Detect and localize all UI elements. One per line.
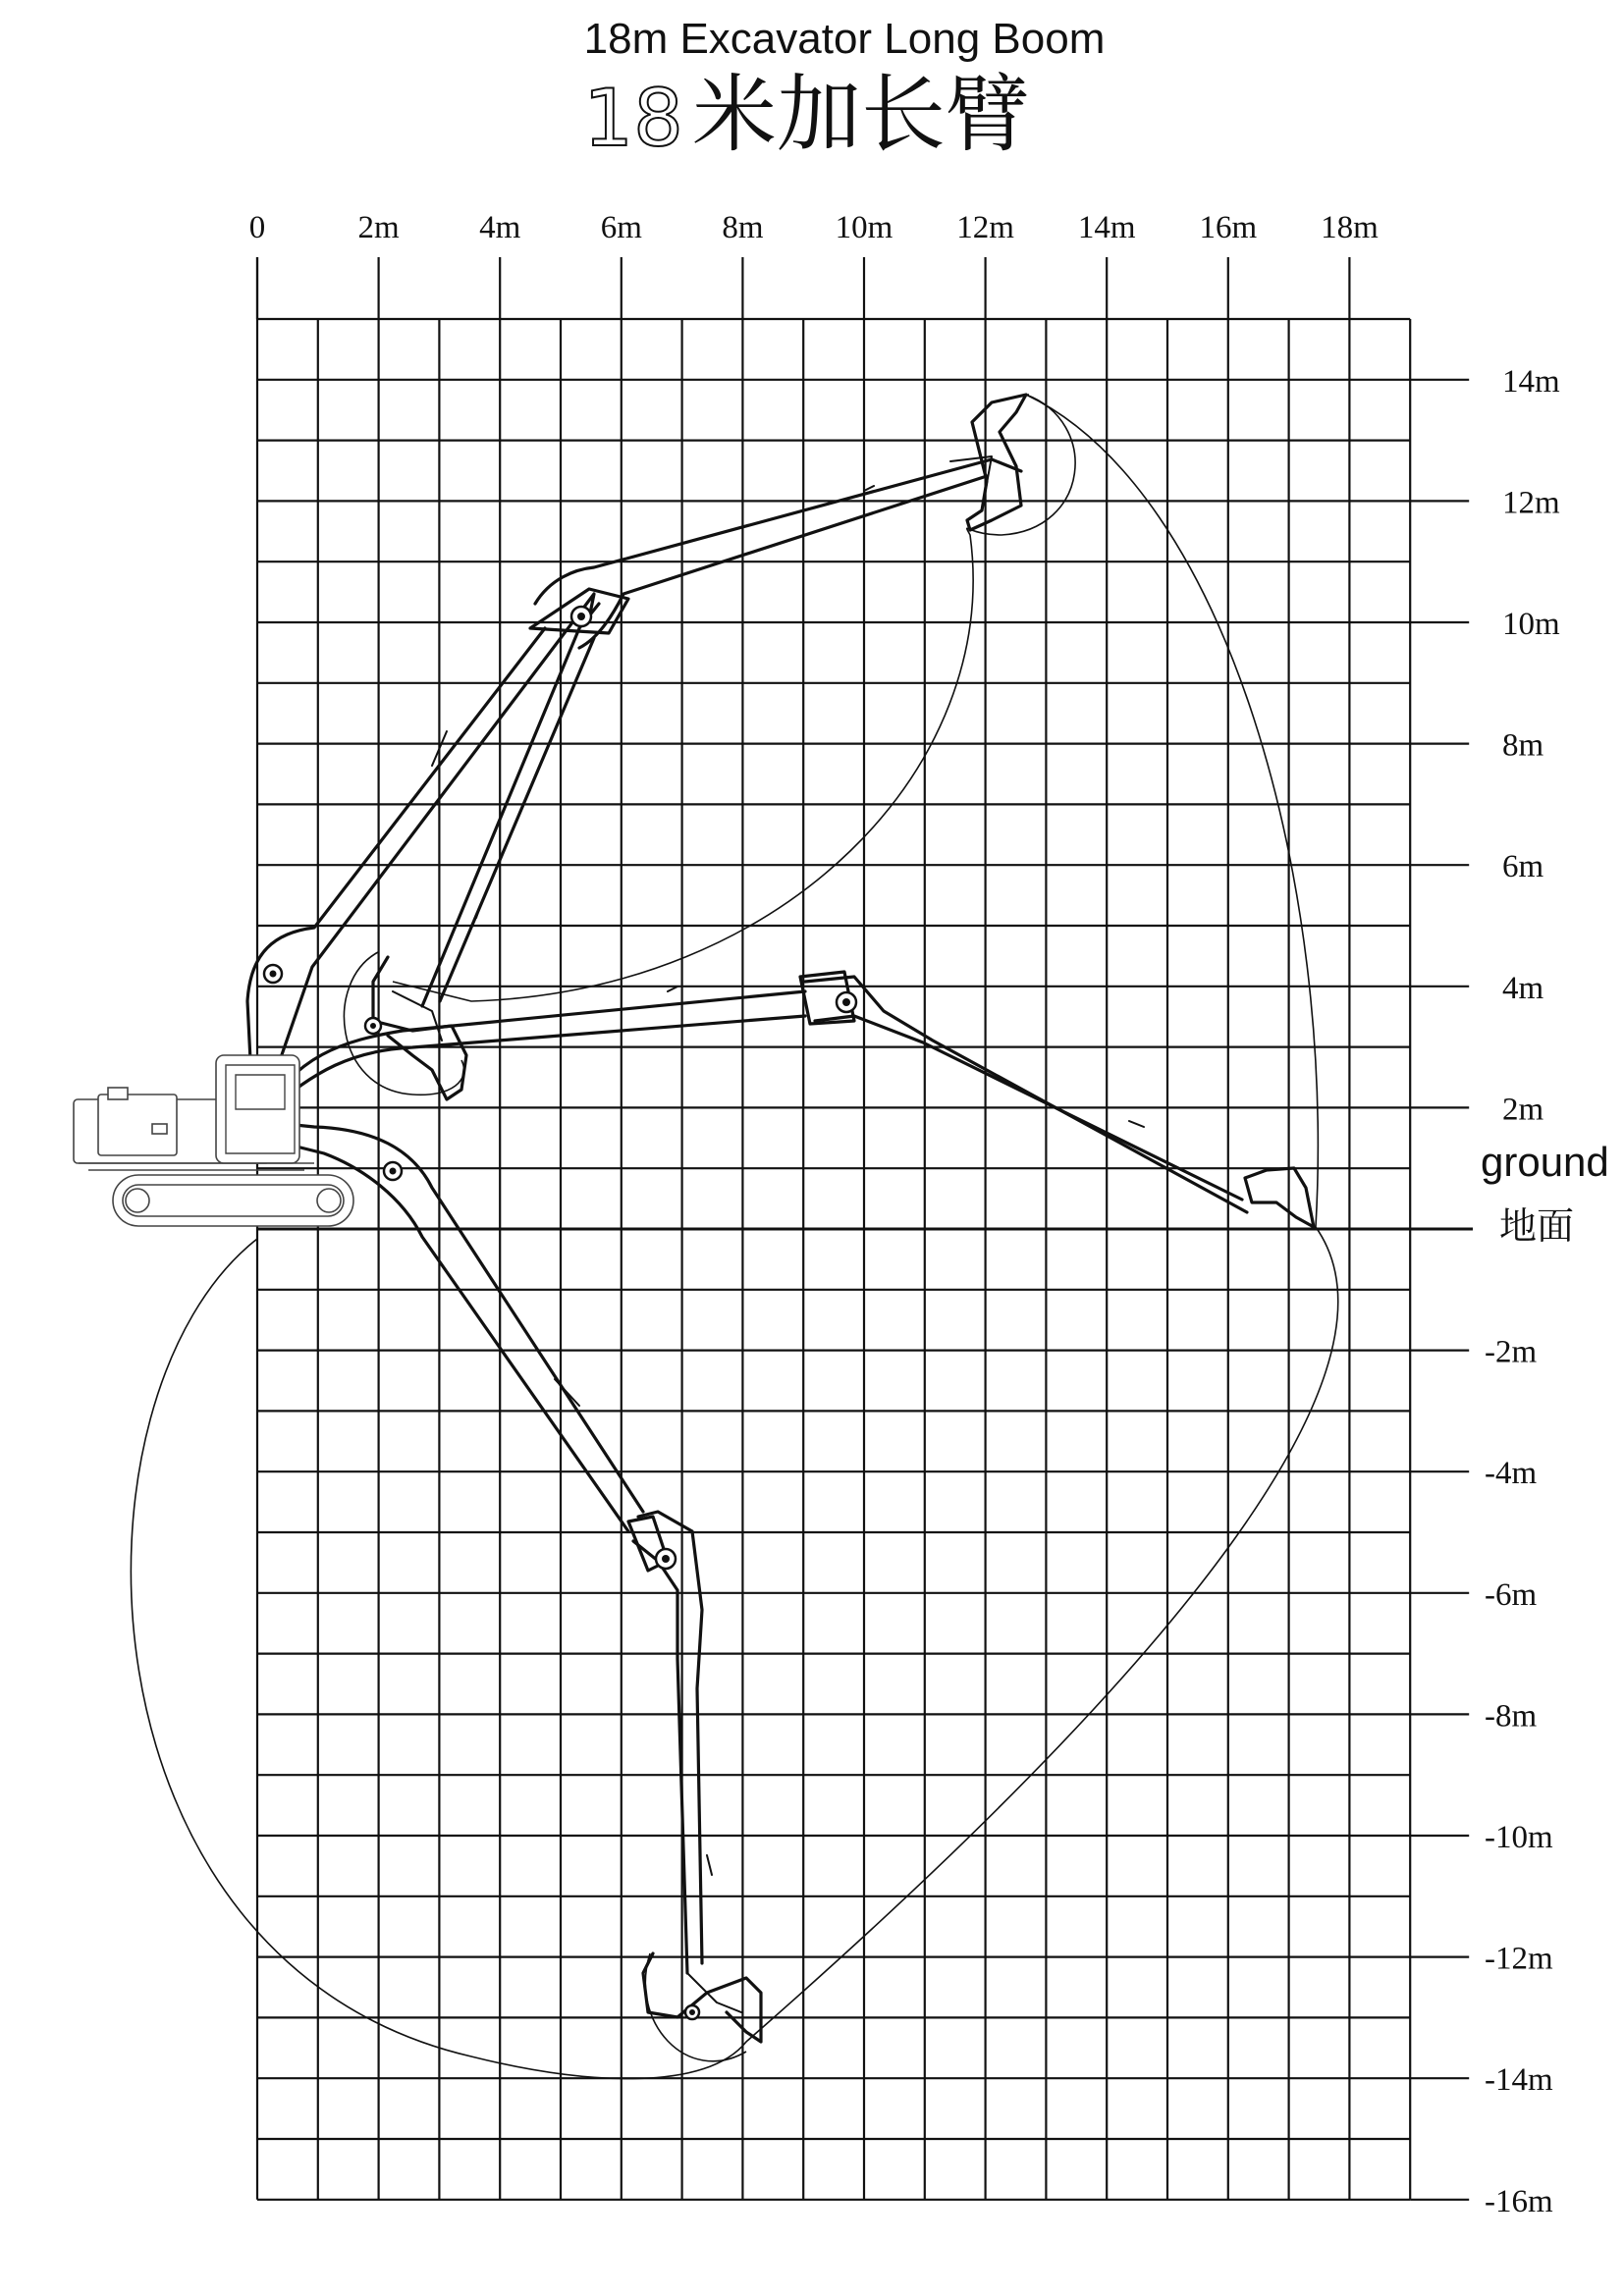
- x-tick-label: 10m: [835, 210, 893, 245]
- working-range-envelope: [131, 395, 1337, 2079]
- y-tick-label: -4m: [1485, 1456, 1538, 1492]
- x-tick-label: 6m: [600, 210, 642, 245]
- y-tick-label: -6m: [1485, 1576, 1538, 1613]
- ground-label-en: ground: [1481, 1139, 1609, 1185]
- y-axis-labels: [1485, 364, 1560, 2219]
- excavator-machine: [74, 1055, 353, 1226]
- bucket-top: [950, 395, 1026, 530]
- title-number: 18: [583, 73, 683, 164]
- title-chinese: 米加长臂: [692, 66, 1030, 164]
- y-tick-label: -8m: [1485, 1698, 1538, 1735]
- title-english: 18m Excavator Long Boom: [583, 15, 1106, 63]
- y-tick-label: -12m: [1485, 1941, 1553, 1977]
- x-tick-label: 2m: [357, 210, 400, 245]
- x-axis-labels: [249, 210, 1379, 245]
- boom-raised: [247, 459, 1021, 1119]
- x-tick-label: 12m: [956, 210, 1014, 245]
- ground-label-zh: 地面: [1499, 1204, 1575, 1248]
- y-tick-label: -14m: [1485, 2062, 1553, 2099]
- boom-horizontal: [260, 972, 1247, 1212]
- y-tick-label: -2m: [1485, 1334, 1538, 1370]
- x-tick-label: 8m: [722, 210, 764, 245]
- y-tick-label: -10m: [1485, 1820, 1553, 1855]
- y-tick-label: 2m: [1502, 1092, 1544, 1128]
- y-tick-label: 8m: [1502, 727, 1544, 764]
- y-tick-label: 10m: [1502, 607, 1560, 642]
- x-tick-label: 18m: [1321, 210, 1379, 245]
- bucket-left: [373, 957, 466, 1099]
- y-tick-label: 14m: [1502, 363, 1560, 400]
- y-tick-label: 4m: [1502, 970, 1544, 1006]
- x-tick-label: 16m: [1199, 210, 1258, 245]
- boom-lowered: [257, 1121, 712, 1973]
- x-tick-label: 0: [248, 210, 266, 245]
- y-tick-label: 12m: [1502, 485, 1560, 521]
- y-tick-label: -16m: [1485, 2183, 1553, 2219]
- y-tick-label: 6m: [1502, 849, 1544, 885]
- bucket-right: [1245, 1168, 1314, 1227]
- x-tick-label: 14m: [1077, 210, 1136, 245]
- x-tick-label: 4m: [479, 210, 521, 245]
